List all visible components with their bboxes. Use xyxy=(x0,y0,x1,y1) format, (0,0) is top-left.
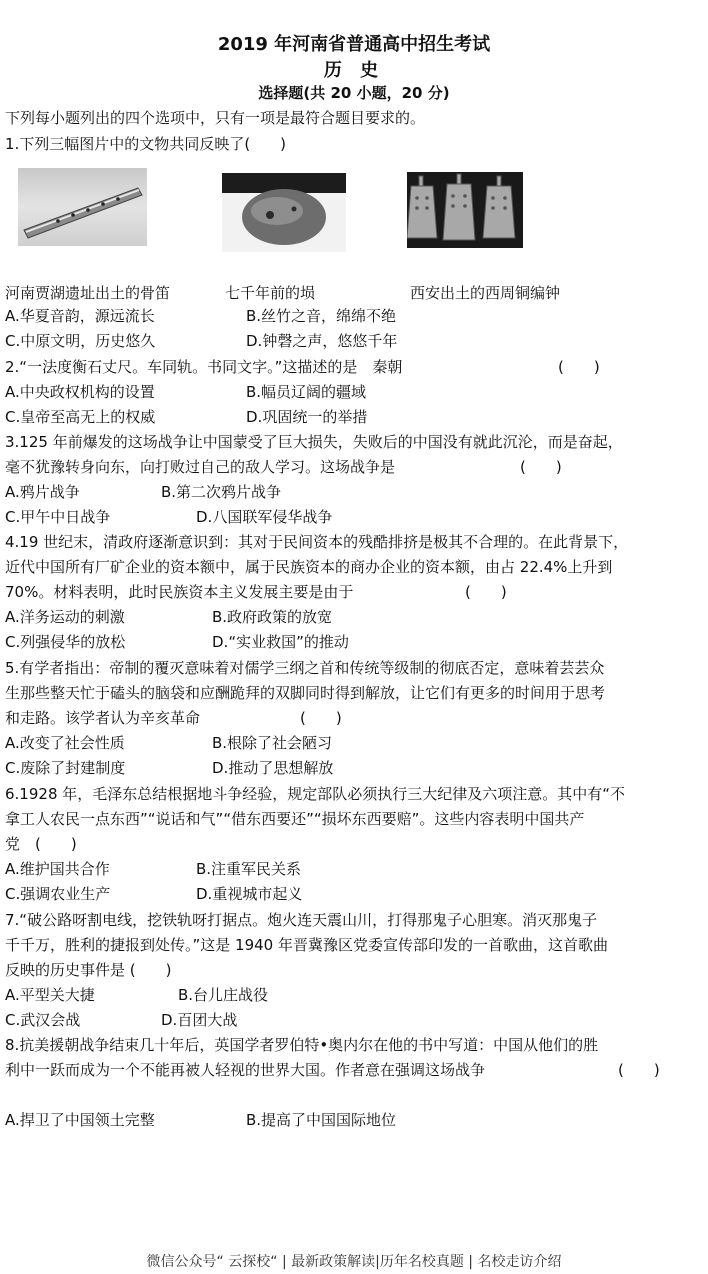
q2-option-d[interactable]: D.巩固统一的举措 xyxy=(246,408,368,426)
q6-stem-line3: 党 ( ) xyxy=(5,835,77,853)
q6-stem-line1: 6.1928 年，毛泽东总结根据地斗争经验，规定部队必须执行三大纪律及六项注意。其中有“不 xyxy=(5,785,626,803)
q5-option-d[interactable]: D.推动了思想解放 xyxy=(212,759,334,777)
q2-answer-blank[interactable]: ( ) xyxy=(558,358,600,376)
q8-option-a[interactable]: A.捍卫了中国领土完整 xyxy=(5,1111,155,1129)
q6-stem-line2: 拿工人农民一点东西”“说话和气”“借东西要还”“损坏东西要赔”。这些内容表明中国共产 xyxy=(5,810,585,828)
xun-image xyxy=(222,173,346,252)
q5-option-a[interactable]: A.改变了社会性质 xyxy=(5,734,125,752)
q6-option-c[interactable]: C.强调农业生产 xyxy=(5,885,111,903)
q7-stem-line1: 7.“破公路呀割电线，挖铁轨呀打据点。炮火连天震山川，打得那鬼子心胆寒。消灭那鬼子 xyxy=(5,911,598,929)
caption-bronze-bells: 西安出土的西周铜编钟 xyxy=(410,284,561,302)
q7-stem-line2: 千千万，胜利的捷报到处传。”这是 1940 年晋冀豫区党委宣传部印发的一首歌曲，这首歌曲 xyxy=(5,936,608,954)
q4-stem-line1: 4.19 世纪末，清政府逐渐意识到：其对于民间资本的残酷排挤是极其不合理的。在此背景下， xyxy=(5,533,629,551)
q7-option-d[interactable]: D.百团大战 xyxy=(161,1011,238,1029)
q1-option-c[interactable]: C.中原文明，历史悠久 xyxy=(5,332,156,350)
bronze-bells-image xyxy=(407,172,523,248)
q4-option-d[interactable]: D.“实业救国”的推动 xyxy=(212,633,349,651)
q8-stem-line1: 8.抗美援朝战争结束几十年后，英国学者罗伯特•奥内尔在他的书中写道：中国从他们的胜 xyxy=(5,1036,599,1054)
q5-stem-line3: 和走路。该学者认为辛亥革命 xyxy=(5,709,201,727)
q2-stem: 2.“一法度衡石丈尺。车同轨。书同文字。”这描述的是 秦朝 xyxy=(5,358,403,376)
instructions: 下列每小题列出的四个选项中，只有一项是最符合题目要求的。 xyxy=(5,109,426,127)
q7-stem-line3: 反映的历史事件是 ( ) xyxy=(5,961,172,979)
q3-option-c[interactable]: C.甲午中日战争 xyxy=(5,508,111,526)
q7-option-b[interactable]: B.台儿庄战役 xyxy=(178,986,269,1004)
q1-stem: 1.下列三幅图片中的文物共同反映了( ) xyxy=(5,135,287,153)
q5-option-c[interactable]: C.废除了封建制度 xyxy=(5,759,126,777)
q6-option-b[interactable]: B.注重军民关系 xyxy=(196,860,302,878)
q2-option-b[interactable]: B.幅员辽阔的疆域 xyxy=(246,383,367,401)
q6-option-a[interactable]: A.维护国共合作 xyxy=(5,860,110,878)
q3-option-a[interactable]: A.鸦片战争 xyxy=(5,483,80,501)
q4-option-a[interactable]: A.洋务运动的刺激 xyxy=(5,608,125,626)
q5-stem-line2: 生那些整天忙于磕头的脑袋和应酬跪拜的双脚同时得到解放，让它们有更多的时间用于思考 xyxy=(5,684,606,702)
q3-option-b[interactable]: B.第二次鸦片战争 xyxy=(161,483,282,501)
caption-bone-flute: 河南贾湖遗址出土的骨笛 xyxy=(5,284,171,302)
footer-watermark: 微信公众号“ 云探校“ | 最新政策解读|历年名校真题 | 名校走访介绍 xyxy=(146,1254,562,1270)
q5-stem-line1: 5.有学者指出：帝制的覆灭意味着对儒学三纲之首和传统等级制的彻底否定，意味着芸芸众 xyxy=(5,659,605,677)
q4-option-b[interactable]: B.政府政策的放宽 xyxy=(212,608,333,626)
section-heading: 选择题(共 20 小题，20 分) xyxy=(258,84,450,102)
q1-option-a[interactable]: A.华夏音韵，源远流长 xyxy=(5,307,155,325)
q3-answer-blank[interactable]: ( ) xyxy=(520,458,562,476)
q5-option-b[interactable]: B.根除了社会陋习 xyxy=(212,734,333,752)
q6-option-d[interactable]: D.重视城市起义 xyxy=(196,885,303,903)
q8-option-b[interactable]: B.提高了中国国际地位 xyxy=(246,1111,397,1129)
q4-stem-line2: 近代中国所有厂矿企业的资本额中，属于民族资本的商办企业的资本额，由占 22.4%上升到 xyxy=(5,558,613,576)
q4-stem-line3: 70%。材料表明，此时民族资本主义发展主要是由于 xyxy=(5,583,354,601)
q1-option-b[interactable]: B.丝竹之音，绵绵不绝 xyxy=(246,307,397,325)
q4-answer-blank[interactable]: ( ) xyxy=(465,583,507,601)
exam-title: 2019 年河南省普通高中招生考试 xyxy=(217,34,491,55)
q2-option-c[interactable]: C.皇帝至高无上的权威 xyxy=(5,408,156,426)
q4-option-c[interactable]: C.列强侵华的放松 xyxy=(5,633,126,651)
q8-answer-blank[interactable]: ( ) xyxy=(618,1061,660,1079)
q3-stem-line2: 毫不犹豫转身向东，向打败过自己的敌人学习。这场战争是 xyxy=(5,458,396,476)
q8-stem-line2: 利中一跃而成为一个不能再被人轻视的世界大国。作者意在强调这场战争 xyxy=(5,1061,486,1079)
q3-option-d[interactable]: D.八国联军侵华战争 xyxy=(196,508,333,526)
caption-xun: 七千年前的埙 xyxy=(225,284,316,302)
bone-flute-image xyxy=(18,168,147,246)
subject-title: 历 史 xyxy=(323,60,385,81)
q2-option-a[interactable]: A.中央政权机构的设置 xyxy=(5,383,155,401)
q7-option-a[interactable]: A.平型关大捷 xyxy=(5,986,95,1004)
q7-option-c[interactable]: C.武汉会战 xyxy=(5,1011,81,1029)
q5-answer-blank[interactable]: ( ) xyxy=(300,709,342,727)
q1-option-d[interactable]: D.钟磬之声，悠悠千年 xyxy=(246,332,398,350)
q3-stem-line1: 3.125 年前爆发的这场战争让中国蒙受了巨大损失，失败后的中国没有就此沉沦，而是奋起， xyxy=(5,433,623,451)
